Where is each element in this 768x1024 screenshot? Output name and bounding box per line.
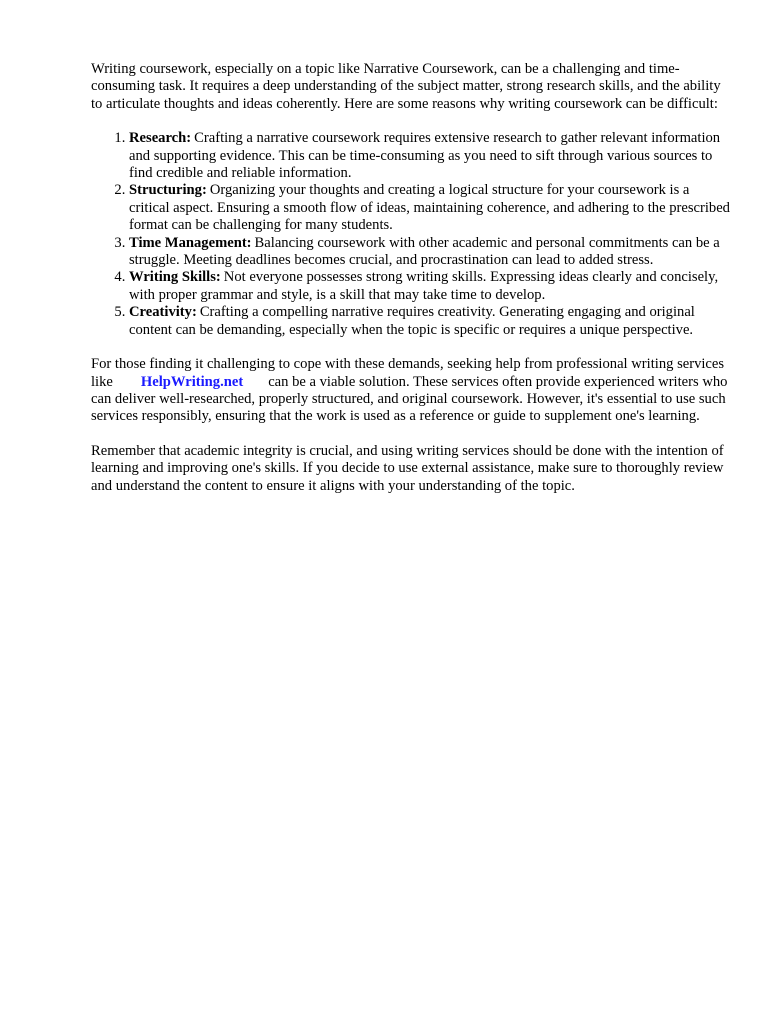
list-item-text: Crafting a narrative coursework requires extensive research to gather relevant information and supporting evidence. This can be time-consuming as you need to sift through various sources to find credible and reliable information. (129, 130, 721, 182)
list-item-text: Not everyone possesses strong writing skills. Expressing ideas clearly and concisely, with proper grammar and style, is a skill that may take time to develop. (129, 269, 719, 303)
list-item-text: Organizing your thoughts and creating a logical structure for your coursework is a critical aspect. Ensuring a smooth flow of ideas, maintaining coherence, and adhering to the prescribed format can be challenging for many students. (129, 182, 730, 234)
list-item-term: Structuring: (129, 182, 207, 199)
reasons-list (91, 130, 731, 339)
document-page (91, 61, 731, 495)
list-item (129, 235, 731, 270)
list-item-term: Time Management: (129, 234, 252, 251)
list-item-term: Writing Skills: (129, 269, 221, 286)
list-item-text: Crafting a compelling narrative requires creativity. Generating engaging and original content can be demanding, especially when the topic is specific or requires a unique perspective. (129, 304, 695, 338)
intro-paragraph: Writing coursework, especially on a topic like Narrative Coursework, can be a challenging and time-consuming task. It requires a deep understanding of the subject matter, strong research skills, and the ability to articulate thoughts and ideas coherently. Here are some reasons why writing coursework can be difficult: (91, 61, 721, 112)
helpwriting-link[interactable]: HelpWriting.net (140, 373, 244, 390)
services-paragraph (91, 356, 731, 426)
list-item-text: Balancing coursework with other academic and personal commitments can be a struggle. Meeting deadlines becomes crucial, and procrastination can lead to added stress. (129, 234, 720, 269)
integrity-paragraph: Remember that academic integrity is crucial, and using writing services should be done with the intention of learning and improving one's skills. If you decide to use external assistance, make sure to thoroughly review and understand the content to ensure it aligns with your understanding of the topic. (91, 442, 724, 494)
list-item (129, 304, 731, 339)
list-item (129, 182, 731, 234)
list-item (129, 269, 731, 304)
list-item (129, 130, 731, 182)
services-text-before-link: For those finding it challenging to cope with these demands, seeking help from professional writing services like (91, 356, 725, 390)
services-text-after-link: can be a viable solution. These services often provide experienced writers who can deliver well-researched, properly structured, and original coursework. However, it's essential to use such services responsibly, ensuring that the work is used as a reference or guide to supplement one's learning. (91, 373, 728, 425)
list-item-term: Research: (129, 130, 192, 147)
list-item-term: Creativity: (129, 304, 197, 321)
